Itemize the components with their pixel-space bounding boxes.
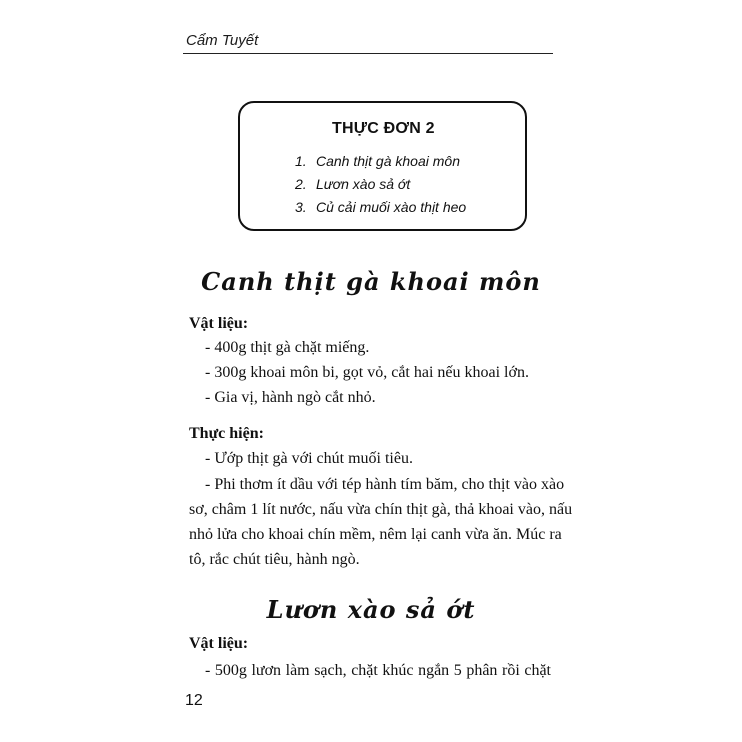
method-line: sơ, châm 1 lít nước, nấu vừa chín thịt gà, thả khoai vào, nấu <box>189 501 573 518</box>
menu-item-label: Lươn xào sả ớt <box>316 176 411 192</box>
running-head: Cẩm Tuyết <box>186 32 259 49</box>
recipe-title: Canh thịt gà khoai môn <box>201 267 541 296</box>
menu-item-label: Củ cải muối xào thịt heo <box>316 199 467 215</box>
menu-title: THỰC ĐƠN 2 <box>332 120 435 137</box>
menu-list <box>295 150 466 219</box>
ingredient-line: - Gia vị, hành ngò cắt nhỏ. <box>205 389 376 406</box>
menu-box <box>238 101 527 231</box>
menu-item <box>295 150 466 173</box>
ingredient-line: - 500g lươn làm sạch, chặt khúc ngắn 5 phân rồi chặt <box>205 662 551 679</box>
method-line: nhỏ lửa cho khoai chín mềm, nêm lại canh vừa ăn. Múc ra <box>189 526 562 543</box>
ingredient-line: - 300g khoai môn bi, gọt vỏ, cắt hai nếu khoai lớn. <box>205 364 529 381</box>
method-line: tô, rắc chút tiêu, hành ngò. <box>189 551 360 568</box>
ingredient-line: - 400g thịt gà chặt miếng. <box>205 339 370 356</box>
ingredients-label: Vật liệu: <box>189 315 249 332</box>
method-line: - Ướp thịt gà với chút muối tiêu. <box>205 450 413 467</box>
menu-item <box>295 173 466 196</box>
header-rule <box>183 53 553 54</box>
method-line: - Phi thơm ít dầu với tép hành tím băm, cho thịt vào xào <box>205 476 565 493</box>
menu-item-number: 1. <box>295 153 307 169</box>
recipe-title: Lươn xào sả ớt <box>266 595 476 624</box>
method-label: Thực hiện: <box>189 425 264 442</box>
ingredients-label: Vật liệu: <box>189 635 249 652</box>
menu-item <box>295 196 466 219</box>
menu-item-number: 2. <box>295 176 307 192</box>
page-number: 12 <box>185 692 203 709</box>
menu-item-label: Canh thịt gà khoai môn <box>316 153 460 169</box>
menu-item-number: 3. <box>295 199 307 215</box>
